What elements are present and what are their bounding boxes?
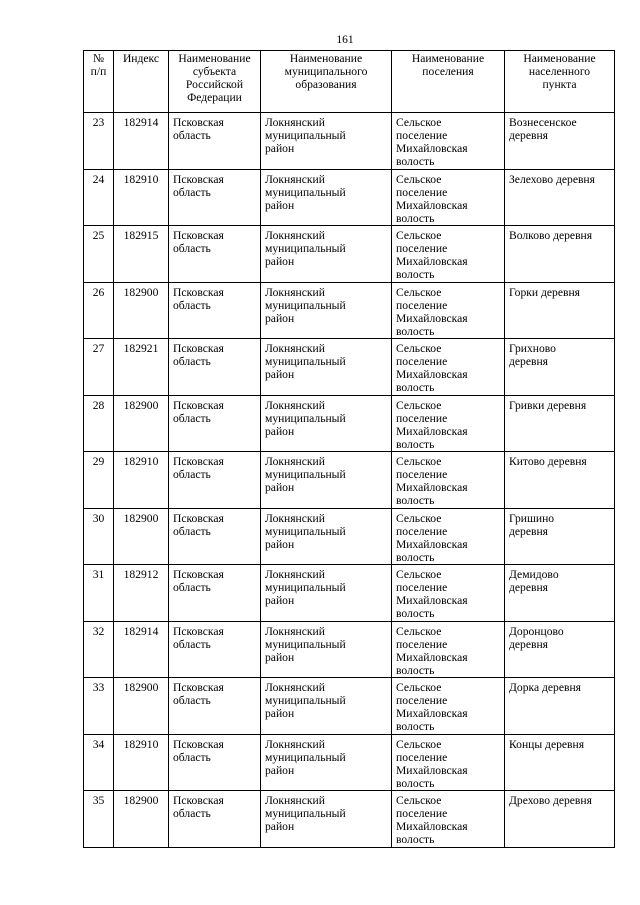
- table-row: [84, 226, 615, 283]
- table-row: [84, 282, 615, 339]
- subject-cell: Псковская область: [169, 452, 261, 509]
- header-locality: Наименование населенного пункта: [505, 51, 615, 113]
- postal-index-cell: 182912: [114, 565, 169, 622]
- row-number-cell: 24: [84, 169, 114, 226]
- settlement-cell: Сельское поселение Михайловская волость: [392, 621, 505, 678]
- municipality-cell: Локнянский муниципальный район: [261, 791, 392, 848]
- header-municipality: Наименование муниципального образования: [261, 51, 392, 113]
- settlement-cell: Сельское поселение Михайловская волость: [392, 339, 505, 396]
- settlement-cell: Сельское поселение Михайловская волость: [392, 565, 505, 622]
- page-number: 161: [336, 34, 354, 46]
- municipality-cell: Локнянский муниципальный район: [261, 565, 392, 622]
- row-number-cell: 23: [84, 113, 114, 170]
- subject-cell: Псковская область: [169, 565, 261, 622]
- locality-cell: Концы деревня: [505, 734, 615, 791]
- row-number-cell: 34: [84, 734, 114, 791]
- postal-index-cell: 182900: [114, 395, 169, 452]
- postal-index-cell: 182900: [114, 508, 169, 565]
- subject-cell: Псковская область: [169, 226, 261, 283]
- settlement-cell: Сельское поселение Михайловская волость: [392, 508, 505, 565]
- municipality-cell: Локнянский муниципальный район: [261, 508, 392, 565]
- table-row: [84, 791, 615, 848]
- subject-cell: Псковская область: [169, 621, 261, 678]
- locality-cell: Гришино деревня: [505, 508, 615, 565]
- row-number-cell: 26: [84, 282, 114, 339]
- row-number-cell: 30: [84, 508, 114, 565]
- postal-index-cell: 182914: [114, 621, 169, 678]
- settlement-cell: Сельское поселение Михайловская волость: [392, 791, 505, 848]
- row-number-cell: 32: [84, 621, 114, 678]
- municipality-cell: Локнянский муниципальный район: [261, 339, 392, 396]
- subject-cell: Псковская область: [169, 395, 261, 452]
- settlement-cell: Сельское поселение Михайловская волость: [392, 452, 505, 509]
- table-row: [84, 734, 615, 791]
- locality-cell: Дорка деревня: [505, 678, 615, 735]
- municipality-cell: Локнянский муниципальный район: [261, 395, 392, 452]
- settlement-cell: Сельское поселение Михайловская волость: [392, 678, 505, 735]
- header-settlement: Наименование поселения: [392, 51, 505, 113]
- postal-index-cell: 182915: [114, 226, 169, 283]
- header-index: Индекс: [114, 51, 169, 113]
- locality-cell: Горки деревня: [505, 282, 615, 339]
- subject-cell: Псковская область: [169, 734, 261, 791]
- settlement-cell: Сельское поселение Михайловская волость: [392, 226, 505, 283]
- table-header-row: [84, 51, 615, 113]
- postal-index-cell: 182921: [114, 339, 169, 396]
- postal-index-cell: 182910: [114, 169, 169, 226]
- row-number-cell: 33: [84, 678, 114, 735]
- municipality-cell: Локнянский муниципальный район: [261, 282, 392, 339]
- row-number-cell: 35: [84, 791, 114, 848]
- table-row: [84, 678, 615, 735]
- locality-cell: Волково деревня: [505, 226, 615, 283]
- settlement-cell: Сельское поселение Михайловская волость: [392, 169, 505, 226]
- settlement-cell: Сельское поселение Михайловская волость: [392, 113, 505, 170]
- municipality-cell: Локнянский муниципальный район: [261, 169, 392, 226]
- postal-index-cell: 182910: [114, 452, 169, 509]
- municipality-cell: Локнянский муниципальный район: [261, 226, 392, 283]
- subject-cell: Псковская область: [169, 791, 261, 848]
- header-number: № п/п: [84, 51, 114, 113]
- subject-cell: Псковская область: [169, 678, 261, 735]
- locality-cell: Доронцово деревня: [505, 621, 615, 678]
- settlement-cell: Сельское поселение Михайловская волость: [392, 282, 505, 339]
- locality-cell: Дрехово деревня: [505, 791, 615, 848]
- locality-cell: Зелехово деревня: [505, 169, 615, 226]
- row-number-cell: 29: [84, 452, 114, 509]
- postal-index-cell: 182900: [114, 791, 169, 848]
- postal-index-cell: 182900: [114, 282, 169, 339]
- subject-cell: Псковская область: [169, 169, 261, 226]
- subject-cell: Псковская область: [169, 508, 261, 565]
- municipality-cell: Локнянский муниципальный район: [261, 678, 392, 735]
- settlement-cell: Сельское поселение Михайловская волость: [392, 395, 505, 452]
- subject-cell: Псковская область: [169, 113, 261, 170]
- row-number-cell: 31: [84, 565, 114, 622]
- table-row: [84, 508, 615, 565]
- table-row: [84, 113, 615, 170]
- municipality-cell: Локнянский муниципальный район: [261, 113, 392, 170]
- table-row: [84, 395, 615, 452]
- table-row: [84, 621, 615, 678]
- municipality-cell: Локнянский муниципальный район: [261, 621, 392, 678]
- table-body: [84, 113, 615, 848]
- localities-table: [83, 50, 615, 848]
- header-subject: Наименование субъекта Российской Федерации: [169, 51, 261, 113]
- locality-cell: Гривки деревня: [505, 395, 615, 452]
- table-row: [84, 452, 615, 509]
- row-number-cell: 25: [84, 226, 114, 283]
- municipality-cell: Локнянский муниципальный район: [261, 452, 392, 509]
- subject-cell: Псковская область: [169, 282, 261, 339]
- table-row: [84, 339, 615, 396]
- locality-cell: Китово деревня: [505, 452, 615, 509]
- subject-cell: Псковская область: [169, 339, 261, 396]
- postal-index-cell: 182900: [114, 678, 169, 735]
- postal-index-cell: 182910: [114, 734, 169, 791]
- table-row: [84, 169, 615, 226]
- locality-cell: Грихново деревня: [505, 339, 615, 396]
- locality-cell: Демидово деревня: [505, 565, 615, 622]
- row-number-cell: 28: [84, 395, 114, 452]
- row-number-cell: 27: [84, 339, 114, 396]
- municipality-cell: Локнянский муниципальный район: [261, 734, 392, 791]
- postal-index-cell: 182914: [114, 113, 169, 170]
- table-row: [84, 565, 615, 622]
- settlement-cell: Сельское поселение Михайловская волость: [392, 734, 505, 791]
- locality-cell: Вознесенское деревня: [505, 113, 615, 170]
